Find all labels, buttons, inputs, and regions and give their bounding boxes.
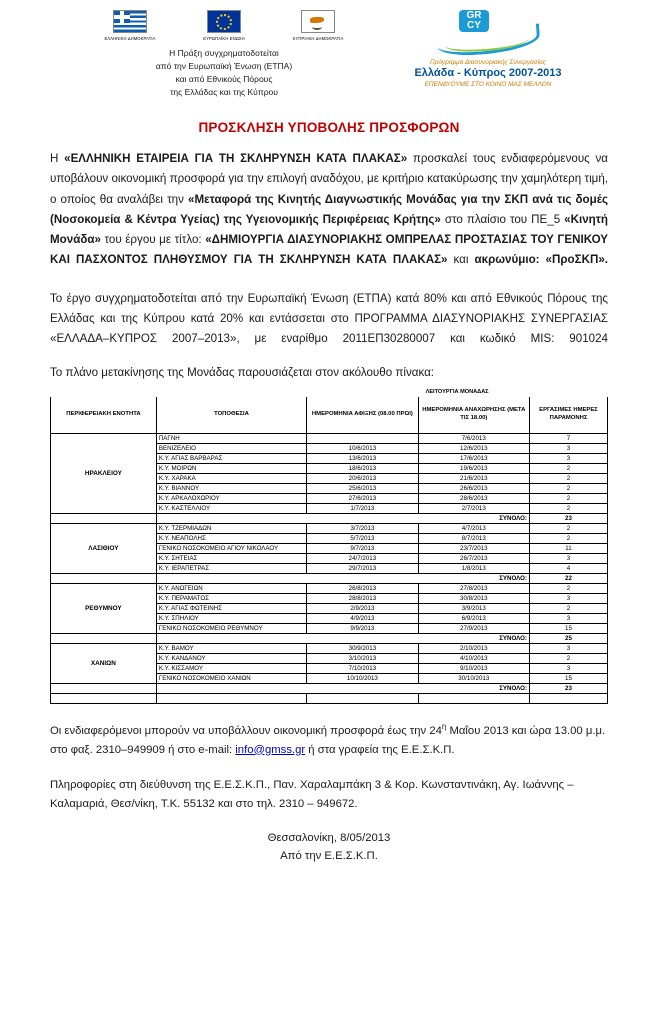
funding-line-4: της Ελλάδας και της Κύπρου	[170, 86, 278, 97]
cell-departure: 27/8/2013	[418, 583, 529, 593]
total-value: 25	[529, 633, 607, 643]
cell-arrival: 4/9/2013	[307, 613, 418, 623]
cell-departure: 21/6/2013	[418, 473, 529, 483]
table-total-row	[51, 633, 608, 643]
cell-arrival: 25/6/2013	[307, 483, 418, 493]
cell-arrival: 24/7/2013	[307, 553, 418, 563]
f1-ordinal: η	[441, 721, 447, 731]
cell-place: ΠΑΓΝΗ	[156, 433, 306, 443]
cell-region: ΗΡΑΚΛΕΙΟΥ	[51, 433, 157, 513]
cell-departure: 1/8/2013	[418, 563, 529, 573]
cell-arrival: 30/9/2013	[307, 643, 418, 653]
schedule-table	[50, 387, 608, 704]
greece-flag-caption: ΕΛΛΗΝΙΚΗ ΔΗΜΟΚΡΑΤΙΑ	[104, 36, 156, 41]
cell-place: ΒΕΝΙΖΕΛΕΙΟ	[156, 443, 306, 453]
cell-place: Κ.Υ. ΚΙΣΣΑΜΟΥ	[156, 663, 306, 673]
cell-departure: 30/8/2013	[418, 593, 529, 603]
cell-region: ΡΕΘΥΜΝΟΥ	[51, 583, 157, 633]
table-row	[51, 523, 608, 533]
cell-days: 2	[529, 493, 607, 503]
p1-company: «ΕΛΛΗΝΙΚΗ ΕΤΑΙΡΕΙΑ ΓΙΑ ΤΗ ΣΚΛΗΡΥΝΣΗ ΚΑΤΑ ΠΛΑΚΑΣ»	[64, 152, 408, 165]
table-row	[51, 643, 608, 653]
th-departure: ΗΜΕΡΟΜΗΝΙΑ ΑΝΑΧΩΡΗΣΗΣ (ΜΕΤΑ ΤΙΣ 18.00)	[418, 396, 529, 433]
page-title: ΠΡΟΣΚΛΗΣΗ ΥΠΟΒΟΛΗΣ ΠΡΟΣΦΟΡΩΝ	[198, 120, 460, 135]
eu-flag-icon	[207, 10, 241, 33]
cell-arrival: 27/6/2013	[307, 493, 418, 503]
spacer-cell	[418, 693, 529, 703]
cell-departure: 3/9/2013	[418, 603, 529, 613]
f1-b: Μαΐου 2013 και ώρα 13.00 μ.μ. στο φαξ. 2310–949909 ή στο e-mail:	[50, 724, 606, 756]
total-value: 23	[529, 513, 607, 523]
grcy-logo-icon	[429, 10, 547, 56]
cell-days: 3	[529, 643, 607, 653]
p1-e: στο πλαίσιο του ΠΕ_5	[440, 212, 565, 226]
funding-line-3: και από Εθνικούς Πόρους	[175, 73, 273, 84]
cell-place: Κ.Υ. ΚΑΝΔΑΝΟΥ	[156, 653, 306, 663]
table-row	[51, 583, 608, 593]
cell-place: Κ.Υ. ΣΠΗΛΙΟΥ	[156, 613, 306, 623]
cell-departure: 2/7/2013	[418, 503, 529, 513]
paragraph-funding: Το έργο συγχρηματοδοτείται από την Ευρωπαϊκή Ένωση (ΕΤΠΑ) κατά 80% και από Εθνικούς Πόρους της Ελλάδας και της Κύπρου κατά 20% και εντάσσεται στο ΠΡΟΓΡΑΜΜΑ ΔΙΑΣΥΝΟΡΙΑΚΗΣ ΣΥΝΕΡΓΑΣΙΑΣ «ΕΛΛΑΔΑ–ΚΥΠΡΟΣ 2007–2013», με εναρίθμο 2011ΕΠ30280007 και κωδικό MIS: 901024	[50, 291, 608, 346]
table-banner-row	[51, 387, 608, 396]
programme-title: Ελλάδα - Κύπρος 2007-2013	[414, 67, 562, 79]
grcy-badge-line1: GR	[466, 10, 482, 21]
cell-days: 3	[529, 553, 607, 563]
header-right-block	[368, 10, 608, 88]
cell-place: Κ.Υ. ΑΡΚΑΛΟΧΩΡΙΟΥ	[156, 493, 306, 503]
cell-place: Κ.Υ. ΒΙΑΝΝΟΥ	[156, 483, 306, 493]
cell-place: Κ.Υ. ΠΕΡΑΜΑΤΟΣ	[156, 593, 306, 603]
flag-group	[90, 10, 358, 41]
cell-arrival: 29/7/2013	[307, 563, 418, 573]
cell-arrival: 9/9/2013	[307, 623, 418, 633]
funding-statement	[156, 47, 292, 98]
total-blank	[51, 513, 157, 523]
cell-days: 2	[529, 473, 607, 483]
cell-arrival: 5/7/2013	[307, 533, 418, 543]
cell-place: ΓΕΝΙΚΟ ΝΟΣΟΚΟΜΕΙΟ ΡΕΘΥΜΝΟΥ	[156, 623, 306, 633]
th-region: ΠΕΡΙΦΕΡΕΙΑΚΗ ΕΝΟΤΗΤΑ	[51, 396, 157, 433]
table-total-row	[51, 573, 608, 583]
cell-place: Κ.Υ. ΒΑΜΟΥ	[156, 643, 306, 653]
total-label: ΣΥΝΟΛΟ:	[156, 633, 529, 643]
cell-arrival: 26/8/2013	[307, 583, 418, 593]
funding-line-1: Η Πράξη συγχρηματοδοτείται	[169, 48, 279, 59]
table-row	[51, 433, 608, 443]
cell-arrival	[307, 433, 418, 443]
f1-c: ή στα γραφεία της Ε.Ε.Σ.Κ.Π.	[305, 743, 455, 756]
cell-region: ΧΑΝΙΩΝ	[51, 643, 157, 683]
cell-departure: 23/7/2013	[418, 543, 529, 553]
p1-a: Η	[50, 152, 65, 165]
cell-arrival: 20/6/2013	[307, 473, 418, 483]
cell-departure: 19/6/2013	[418, 463, 529, 473]
cell-days: 2	[529, 653, 607, 663]
greece-flag-block	[90, 10, 170, 41]
cell-days: 2	[529, 523, 607, 533]
place-date: Θεσσαλονίκη, 8/05/2013	[267, 832, 391, 845]
table-banner: ΛΕΙΤΟΥΡΓΙΑ ΜΟΝΑΔΑΣ	[307, 387, 608, 396]
greece-flag-icon	[113, 10, 147, 33]
cell-departure: 7/6/2013	[418, 433, 529, 443]
cell-days: 11	[529, 543, 607, 553]
total-label: ΣΥΝΟΛΟ:	[156, 513, 529, 523]
f1-a: Οι ενδιαφερόμενοι μπορούν να υποβάλλουν οικονομική προσφορά έως την 24	[50, 724, 442, 737]
table-intro-text: Το πλάνο μετακίνησης της Μονάδας παρουσιάζεται στον ακόλουθο πίνακα:	[50, 365, 435, 379]
cell-arrival: 13/6/2013	[307, 453, 418, 463]
cell-arrival: 18/6/2013	[307, 463, 418, 473]
cell-days: 4	[529, 563, 607, 573]
cell-place: Κ.Υ. ΝΕΑΠΟΛΗΣ	[156, 533, 306, 543]
eu-flag-block	[184, 10, 264, 41]
cell-days: 2	[529, 533, 607, 543]
cell-arrival: 3/7/2013	[307, 523, 418, 533]
cell-arrival: 9/7/2013	[307, 543, 418, 553]
cell-days: 3	[529, 593, 607, 603]
total-value: 23	[529, 683, 607, 693]
cell-place: Κ.Υ. ΑΓΙΑΣ ΦΩΤΕΙΝΗΣ	[156, 603, 306, 613]
cell-days: 15	[529, 623, 607, 633]
cell-arrival: 2/9/2013	[307, 603, 418, 613]
p1-c: προσκαλεί τους ενδιαφερόμενους να υποβάλουν οικονομική προσφορά για την επιλογή αναδόχου, με κριτήριο κατακύρωσης την χαμηλότερη τιμή, ο οποίος θα αναλάβει την	[50, 152, 608, 206]
spacer-cell	[529, 693, 607, 703]
cell-departure: 8/7/2013	[418, 533, 529, 543]
cyprus-flag-caption: ΚΥΠΡΙΑΚΗ ΔΗΜΟΚΡΑΤΙΑ	[292, 36, 344, 41]
cell-days: 3	[529, 443, 607, 453]
banner-blank-1	[51, 387, 157, 396]
total-label: ΣΥΝΟΛΟ:	[156, 573, 529, 583]
cell-place: Κ.Υ. ΙΕΡΑΠΕΤΡΑΣ	[156, 563, 306, 573]
email-link[interactable]: info@gmss.gr	[235, 743, 306, 756]
cell-region: ΛΑΣΙΘΙΟΥ	[51, 523, 157, 573]
header-left-block	[50, 10, 368, 98]
banner-blank-2	[156, 387, 306, 396]
cell-days: 3	[529, 613, 607, 623]
cell-arrival: 7/10/2013	[307, 663, 418, 673]
total-value: 22	[529, 573, 607, 583]
p1-project-title: «ΔΗΜΙΟΥΡΓΙΑ ΔΙΑΣΥΝΟΡΙΑΚΗΣ ΟΜΠΡΕΛΑΣ ΠΡΟΣΤΑΣΙΑΣ ΤΟΥ ΓΕΝΙΚΟΥ ΚΑΙ ΠΑΣΧΟΝΤΟΣ ΠΛΗΘΥΣΜΟΥ ΓΙΑ ΤΗ ΣΚΛΗΡΥΝΣΗ ΚΑΤΑ ΠΛΑΚΑΣ»	[50, 233, 608, 267]
cyprus-flag-icon	[301, 10, 335, 33]
table-total-row	[51, 683, 608, 693]
cell-days: 3	[529, 663, 607, 673]
cell-days: 15	[529, 673, 607, 683]
funding-line-2: από την Ευρωπαϊκή Ένωση (ΕΤΠΑ)	[155, 61, 293, 71]
cell-arrival: 1/7/2013	[307, 503, 418, 513]
cell-departure: 27/9/2013	[418, 623, 529, 633]
p1-g: του έργου με τίτλο:	[100, 233, 206, 247]
cell-days: 2	[529, 503, 607, 513]
cyprus-flag-block	[278, 10, 358, 41]
paragraph-submission	[50, 720, 608, 760]
paragraph-contact: Πληροφορίες στη διεύθυνση της Ε.Ε.Σ.Κ.Π., Παν. Χαραλαμπάκη 3 & Κορ. Κωνσταντινάκη, Αγ. Ιωάννης – Καλαμαριά, Θεσ/νίκη, Τ.Κ. 55132 και στο τηλ. 2310 – 949672.	[50, 778, 574, 810]
cell-departure: 2/10/2013	[418, 643, 529, 653]
cell-place: Κ.Υ. ΑΝΩΓΕΙΩΝ	[156, 583, 306, 593]
cell-place: Κ.Υ. ΧΑΡΑΚΑ	[156, 473, 306, 483]
th-place: ΤΟΠΟΘΕΣΙΑ	[156, 396, 306, 433]
th-days: ΕΡΓΑΣΙΜΕΣ ΗΜΕΡΕΣ ΠΑΡΑΜΟΝΗΣ	[529, 396, 607, 433]
grcy-badge-line2: CY	[467, 20, 481, 31]
programme-slogan: ΕΠΕΝΔΥΟΥΜΕ ΣΤΟ ΚΟΙΝΟ ΜΑΣ ΜΕΛΛΟΝ	[424, 81, 552, 88]
signature-line: Από την Ε.Ε.Σ.Κ.Π.	[280, 850, 378, 863]
total-blank	[51, 573, 157, 583]
programme-subtitle: Πρόγραμμα Διασυνοριακής Συνεργασίας	[429, 59, 547, 66]
cell-arrival: 10/6/2013	[307, 443, 418, 453]
spacer-cell	[307, 693, 418, 703]
cell-days: 2	[529, 483, 607, 493]
cell-days: 2	[529, 463, 607, 473]
cell-place: Κ.Υ. ΣΗΤΕΙΑΣ	[156, 553, 306, 563]
cell-departure: 9/10/2013	[418, 663, 529, 673]
total-blank	[51, 683, 157, 693]
cell-departure: 26/7/2013	[418, 553, 529, 563]
cell-place: Κ.Υ. ΤΖΕΡΜΙΑΔΩΝ	[156, 523, 306, 533]
total-label: ΣΥΝΟΛΟ:	[156, 683, 529, 693]
cell-arrival: 10/10/2013	[307, 673, 418, 683]
cell-place: Κ.Υ. ΑΓΙΑΣ ΒΑΡΒΑΡΑΣ	[156, 453, 306, 463]
document-header	[50, 10, 608, 106]
cell-departure: 28/6/2013	[418, 493, 529, 503]
cell-days: 3	[529, 453, 607, 463]
cell-place: ΓΕΝΙΚΟ ΝΟΣΟΚΟΜΕΙΟ ΧΑΝΙΩΝ	[156, 673, 306, 683]
paragraph-invitation	[50, 149, 608, 271]
cell-departure: 17/6/2013	[418, 453, 529, 463]
table-header-row	[51, 396, 608, 433]
p1-i: και	[447, 253, 475, 267]
spacer-cell	[156, 693, 306, 703]
cell-days: 2	[529, 603, 607, 613]
cell-arrival: 28/8/2013	[307, 593, 418, 603]
total-blank	[51, 633, 157, 643]
table-spacer-row	[51, 693, 608, 703]
cell-departure: 4/7/2013	[418, 523, 529, 533]
p1-package: «Κινητή Μονάδα»	[50, 212, 608, 247]
spacer-cell	[51, 693, 157, 703]
cell-departure: 30/10/2013	[418, 673, 529, 683]
table-total-row	[51, 513, 608, 523]
cell-departure: 26/6/2013	[418, 483, 529, 493]
th-arrival: ΗΜΕΡΟΜΗΝΙΑ ΑΦΙΞΗΣ (08.00 ΠΡΩΙ)	[307, 396, 418, 433]
eu-flag-caption: ΕΥΡΩΠΑΪΚΗ ΕΝΩΣΗ	[203, 36, 245, 41]
cell-days: 7	[529, 433, 607, 443]
cell-arrival: 3/10/2013	[307, 653, 418, 663]
cell-place: Κ.Υ. ΚΑΣΤΕΛΛΙΟΥ	[156, 503, 306, 513]
cell-days: 2	[529, 583, 607, 593]
cell-departure: 12/6/2013	[418, 443, 529, 453]
cell-departure: 4/10/2013	[418, 653, 529, 663]
p1-scope: «Μεταφορά της Κινητής Διαγνωστικής Μονάδας για την ΣΚΠ ανά τις δομές (Νοσοκομεία & Κέντρα Υγείας) της Υγειονομικής Περιφέρειας Κρήτης»	[50, 192, 608, 226]
p1-acronym: ακρωνύμιο: «ΠροΣΚΠ».	[474, 253, 608, 267]
cell-place: Κ.Υ. ΜΟΙΡΩΝ	[156, 463, 306, 473]
cell-place: ΓΕΝΙΚΟ ΝΟΣΟΚΟΜΕΙΟ ΑΓΙΟΥ ΝΙΚΟΛΑΟΥ	[156, 543, 306, 553]
cell-departure: 6/9/2013	[418, 613, 529, 623]
